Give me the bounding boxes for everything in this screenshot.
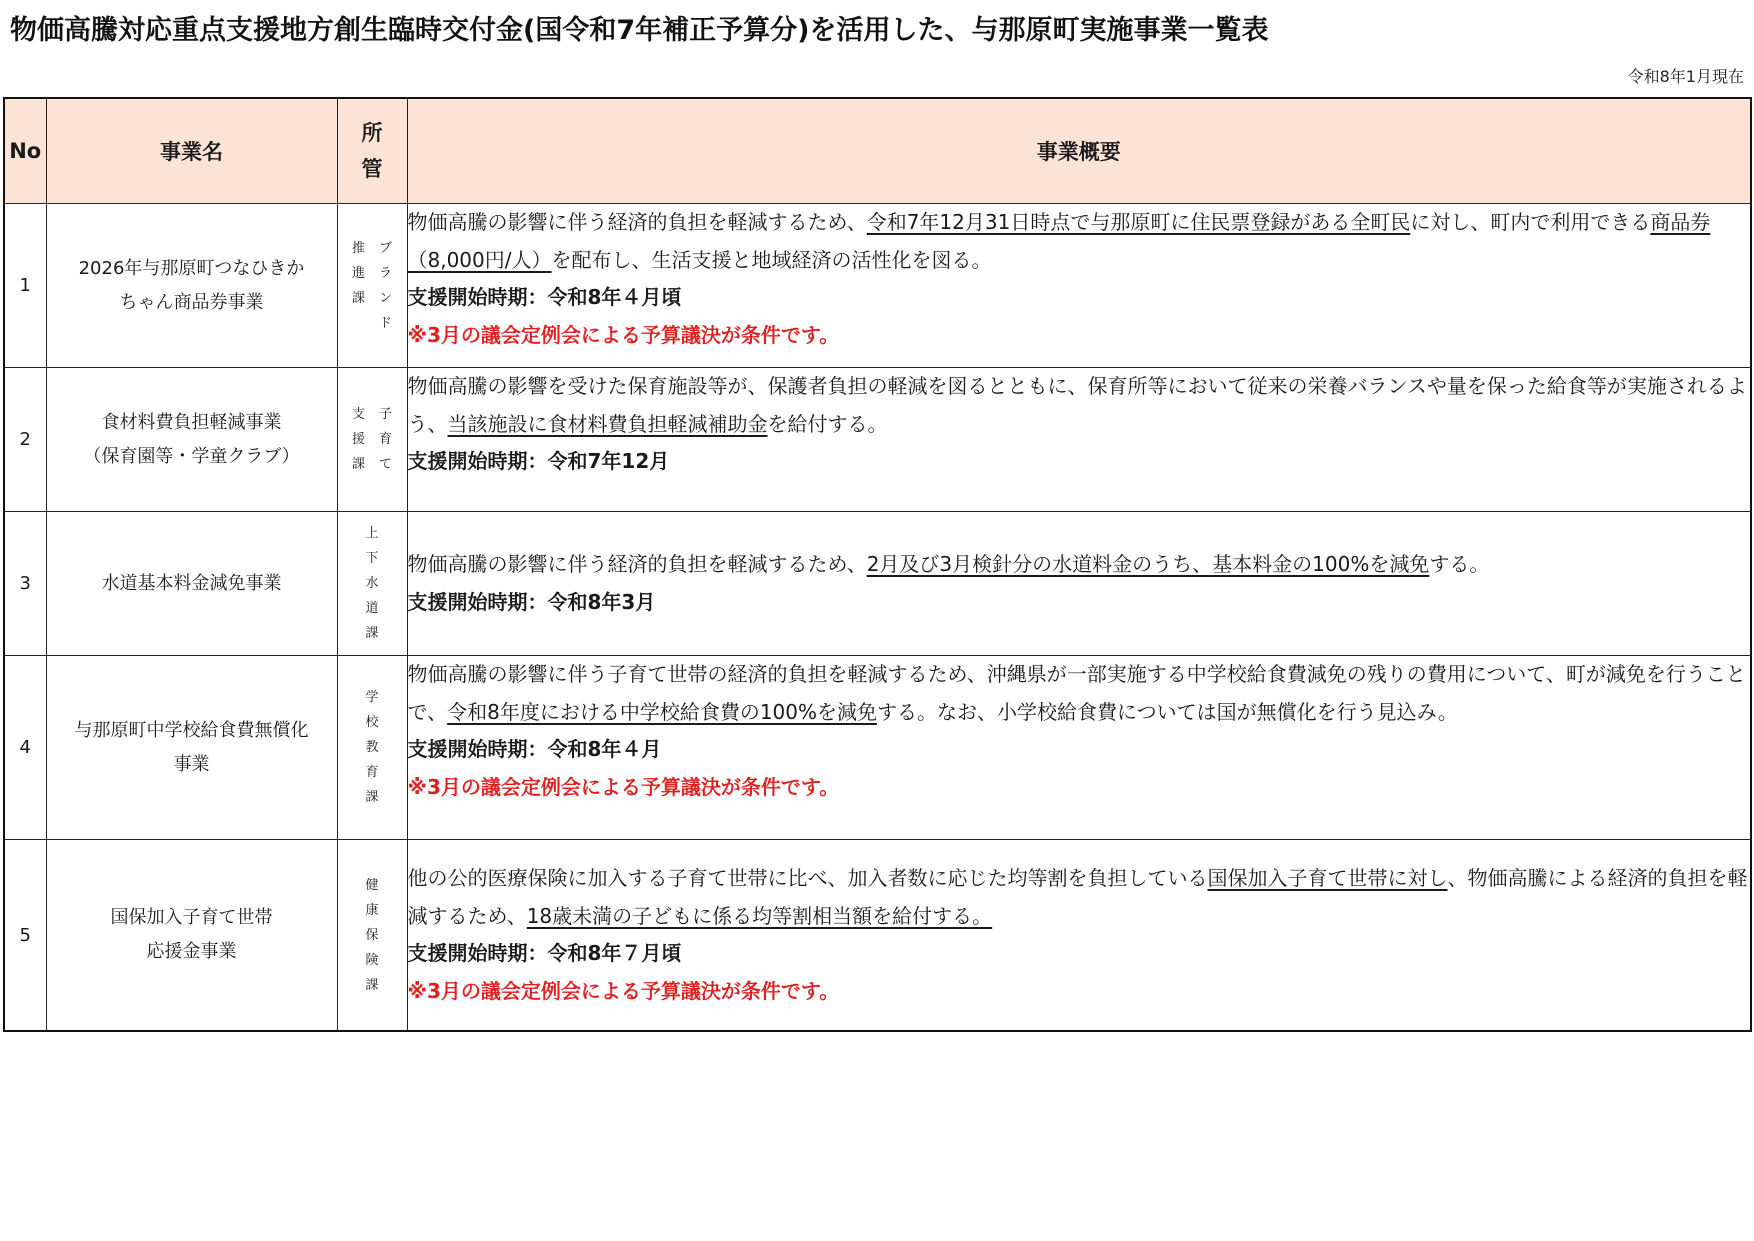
text-segment: する。 — [1429, 552, 1490, 576]
start-date: 支援開始時期：令和8年４月頃 — [407, 285, 682, 309]
program-name-line: 食材料費負担軽減事業 — [101, 411, 282, 433]
start-date: 支援開始時期：令和7年12月 — [407, 449, 670, 473]
program-description — [407, 656, 1751, 840]
underlined-segment: 18歳未満の子どもに係る均等割相当額を給付する。 — [526, 903, 993, 928]
text-segment: 物価高騰の影響を受けた保育施設等が、保護者負担の軽減を図るとともに、保育所等において従来の栄養バランスや量を保った給食等が実施されるよう、 — [407, 374, 1747, 436]
text-segment: 他の公的医療保険に加入する子育て世帯に比べ、加入者数に応じた均等割を負担している — [407, 866, 1208, 890]
department-char: 援 — [351, 432, 365, 447]
underlined-segment: 当該施設に食材料費負担軽減補助金 — [447, 411, 768, 436]
program-name-line: 与那原町中学校給食費無償化 — [74, 719, 309, 741]
budget-condition-note: ※3月の議会定例会による予算議決が条件です。 — [407, 322, 840, 347]
program-name — [46, 656, 337, 840]
underlined-segment: 国保加入子育て世帯に対し — [1207, 866, 1448, 890]
budget-condition-note: ※3月の議会定例会による予算議決が条件です。 — [407, 978, 840, 1003]
budget-condition-note: ※3月の議会定例会による予算議決が条件です。 — [407, 774, 840, 799]
header-dept-char: 所 — [361, 121, 383, 145]
start-date: 支援開始時期：令和8年3月 — [407, 589, 656, 614]
text-segment: を給付する。 — [767, 411, 888, 436]
department-char: 康 — [365, 902, 379, 918]
underlined-segment: 令和8年度における中学校給食費の100%を減免 — [447, 699, 878, 724]
header-desc: 事業概要 — [407, 98, 1751, 204]
department-char: 健 — [365, 877, 379, 893]
description-text — [408, 860, 1751, 935]
row-number: 4 — [4, 656, 46, 840]
department-char: 道 — [365, 601, 379, 616]
table-row — [4, 840, 1751, 1032]
row-number: 1 — [4, 204, 46, 368]
department-char: 下 — [365, 551, 379, 566]
table-header-row — [4, 98, 1751, 204]
table-row — [4, 656, 1751, 840]
department-column — [365, 873, 378, 998]
program-name — [46, 512, 337, 656]
department-char: ラ — [379, 265, 393, 281]
description-text — [408, 368, 1751, 443]
underlined-segment: 令和7年12月31日時点で与那原町に住民票登録がある全町民 — [866, 210, 1411, 234]
department-char: ブ — [379, 240, 393, 256]
program-name-line: 応援金事業 — [146, 941, 237, 962]
department — [337, 368, 407, 512]
department-char: 上 — [365, 526, 379, 541]
table-row — [4, 368, 1751, 512]
department-char: 課 — [365, 790, 379, 805]
department-char: 保 — [365, 927, 379, 943]
program-name-line: （保育園等・学童クラブ） — [83, 445, 300, 467]
row-number: 3 — [4, 512, 46, 656]
department-char: 水 — [365, 576, 379, 591]
department-column — [365, 685, 378, 810]
description-text — [408, 656, 1751, 731]
department-char: 進 — [351, 265, 365, 281]
program-name-line: 2026年与那原町つなひきか — [78, 257, 305, 279]
row-number: 5 — [4, 840, 46, 1032]
department-char: 育 — [379, 432, 393, 447]
department-char: 険 — [365, 952, 379, 968]
page-title: 物価高騰対応重点支援地方創生臨時交付金(国令和7年補正予算分)を活用した、与那原町実施事業一覧表 — [10, 15, 1269, 46]
row-number: 2 — [4, 368, 46, 512]
text-segment: 、物価高騰による経済的負担を軽減するため、 — [407, 866, 1748, 928]
department — [337, 512, 407, 656]
program-name — [46, 204, 337, 368]
department — [337, 656, 407, 840]
text-segment: 物価高騰の影響に伴う子育て世帯の経済的負担を軽減するため、沖縄県が一部実施する中学校給食費減免の残りの費用について、町が減免を行うことで、 — [407, 662, 1746, 724]
department-char: 教 — [365, 740, 379, 755]
start-date: 支援開始時期：令和8年４月 — [407, 737, 662, 761]
program-description — [407, 840, 1751, 1032]
department-char: 校 — [365, 715, 379, 730]
description-text — [408, 204, 1751, 279]
table-row — [4, 204, 1751, 368]
text-segment: 物価高騰の影響に伴う経済的負担を軽減するため、 — [407, 210, 867, 234]
program-name — [46, 840, 337, 1032]
program-description — [407, 512, 1751, 656]
program-table — [3, 97, 1752, 1032]
department-char: 育 — [365, 765, 379, 780]
department-char: 課 — [351, 457, 365, 472]
as-of-date: 令和8年1月現在 — [1627, 67, 1744, 86]
program-name-line: 事業 — [173, 753, 210, 775]
program-name-line: ちゃん商品券事業 — [119, 291, 264, 313]
program-name-line: 国保加入子育て世帯 — [110, 907, 273, 928]
department-char: ド — [379, 315, 393, 331]
program-description — [407, 368, 1751, 512]
program-name — [46, 368, 337, 512]
text-segment: する。なお、小学校給食費については国が無償化を行う見込み。 — [877, 699, 1458, 724]
department-column — [379, 236, 392, 336]
department-char: 学 — [365, 690, 379, 705]
department-char: 課 — [365, 626, 379, 641]
department-column — [352, 402, 365, 477]
department — [337, 204, 407, 368]
text-segment: 物価高騰の影響に伴う経済的負担を軽減するため、 — [407, 552, 867, 576]
department-char: 課 — [351, 290, 365, 306]
header-dept-char: 管 — [361, 157, 383, 181]
department-char: 課 — [365, 977, 379, 993]
table-row — [4, 512, 1751, 656]
department — [337, 840, 407, 1032]
header-no: No — [4, 98, 46, 204]
header-name: 事業名 — [46, 98, 337, 204]
program-name-line: 水道基本料金減免事業 — [101, 572, 282, 594]
start-date: 支援開始時期：令和8年７月頃 — [407, 941, 682, 965]
department-char: ン — [379, 290, 393, 306]
department-char: 推 — [351, 240, 365, 256]
department-char: 子 — [379, 407, 393, 422]
text-segment: に対し、町内で利用できる — [1410, 210, 1651, 234]
underlined-segment: 2月及び3月検針分の水道料金のうち、基本料金の100%を減免 — [866, 552, 1430, 576]
department-char: て — [379, 457, 393, 472]
department-column — [352, 236, 365, 336]
description-text — [408, 546, 1751, 584]
underlined-segment: 商品券（8,000円/人） — [407, 210, 1711, 272]
department-column — [379, 402, 392, 477]
department-char: 支 — [351, 407, 365, 422]
program-description — [407, 204, 1751, 368]
department-column — [365, 521, 378, 646]
header-dept — [337, 98, 407, 204]
text-segment: を配布し、生活支援と地域経済の活性化を図る。 — [551, 247, 992, 272]
